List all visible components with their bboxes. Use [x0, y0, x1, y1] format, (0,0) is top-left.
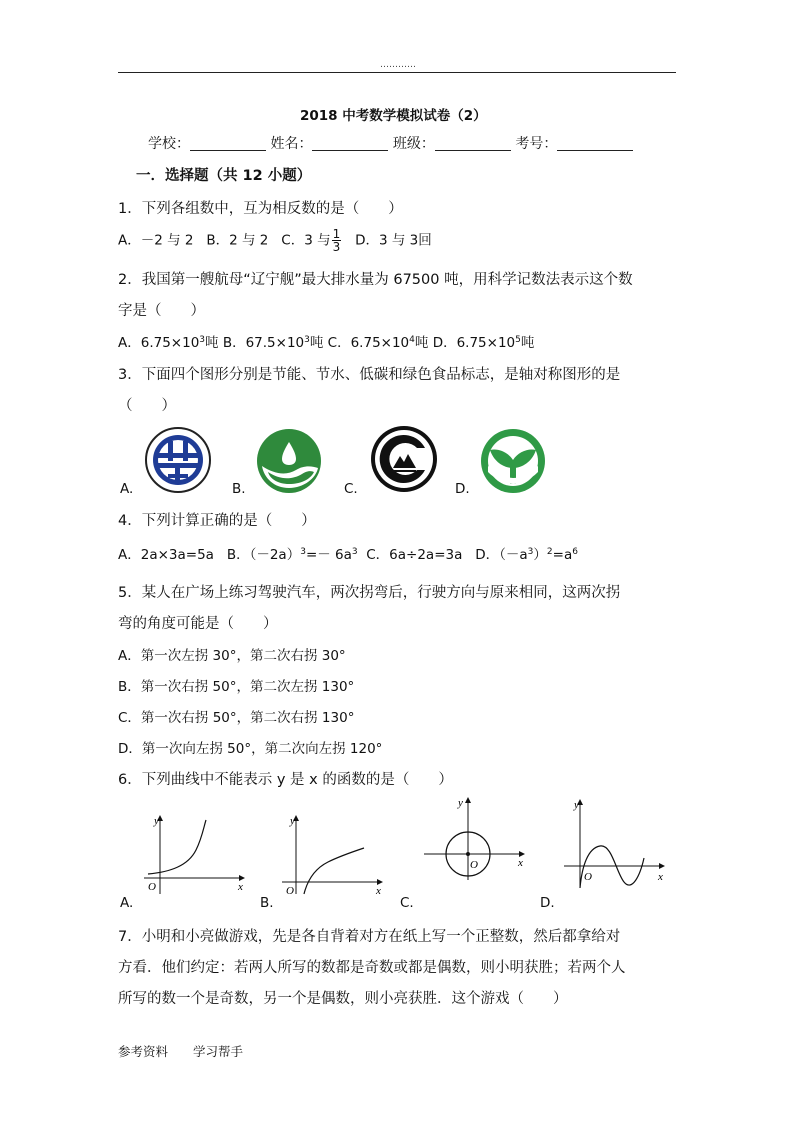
q4-option-b: B．$(-2a)^3=- 6a^3$ [226, 547, 358, 563]
name-blank [312, 136, 388, 151]
q6-graph-a [140, 812, 250, 897]
q6-graph-b [278, 812, 388, 897]
q1-option-a: A．－2 与 2 [118, 232, 194, 249]
q7-line2: 方看．他们约定：若两人所写的数都是奇数或都是偶数，则小明获胜；若两个人 [118, 960, 626, 976]
q6-graph-c [420, 794, 530, 884]
q5-stem-line1: 5．某人在广场上练习驾驶汽车，两次拐弯后，行驶方向与原来相同，这两次拐 [118, 585, 621, 601]
q4-option-a: A．2a×3a=5a [118, 547, 214, 563]
low-carbon-logo-icon [369, 424, 439, 494]
q6a-x-label: x [238, 881, 243, 893]
q7-line3: 所写的数一个是奇数，另一个是偶数，则小亮获胜．这个游戏（ ） [118, 991, 568, 1007]
q2-option-b: B．$67.5\times 10^3$吨 [222, 335, 324, 351]
q3-stem-line2: （ ） [118, 398, 176, 414]
class-blank [435, 136, 511, 151]
q6-stem: 6．下列曲线中不能表示 y 是 x 的函数的是（ ） [118, 772, 453, 788]
exam-no-label: 考号： [515, 136, 558, 152]
q2-options [118, 331, 534, 351]
q5-option-a: A．第一次左拐 30°，第二次右拐 30° [118, 648, 346, 664]
q5-option-b: B．第一次右拐 50°，第二次左拐 130° [118, 679, 355, 695]
name-label: 姓名： [270, 136, 313, 152]
q6b-x-label: x [376, 885, 381, 897]
q6-label-c: C. [400, 895, 414, 911]
q1-option-b: B．2 与 2 [206, 232, 269, 249]
q6d-origin: O [584, 871, 592, 883]
school-blank [190, 136, 266, 151]
q5-stem-line2: 弯的角度可能是（ ） [118, 616, 278, 632]
q6d-x-label: x [658, 871, 663, 883]
q4-stem: 4．下列计算正确的是（ ） [118, 513, 316, 529]
q1-option-c: C．3 与 [281, 232, 331, 249]
q6-graph-d [560, 796, 670, 891]
class-label: 班级： [392, 136, 435, 152]
q2-option-a: A．$6.75\times 10^3$吨 [118, 335, 219, 351]
q1-options [118, 228, 432, 253]
q3-label-a: A. [120, 481, 134, 497]
green-food-logo-icon [480, 428, 546, 494]
q3-label-b: B. [232, 481, 246, 497]
q3-label-d: D. [455, 481, 470, 497]
q4-options [118, 543, 578, 563]
q6b-y-label: y [290, 815, 295, 827]
q6b-origin: O [286, 885, 294, 897]
q5-option-d: D．第一次向左拐 50°，第二次向左拐 120° [118, 741, 383, 757]
header-dots: ………… [380, 60, 416, 70]
q6-label-a: A. [120, 895, 134, 911]
page-footer: 参考资料 学习帮手 [118, 1044, 244, 1059]
q1-option-d: D．3 与 3回 [355, 232, 432, 249]
water-saving-logo-icon [256, 428, 322, 494]
q6-label-d: D. [540, 895, 555, 911]
q5-option-c: C．第一次右拐 50°，第二次右拐 130° [118, 710, 355, 726]
q6-label-b: B. [260, 895, 274, 911]
q2-option-d: D．$6.75\times 10^5$吨 [432, 335, 535, 351]
q6a-y-label: y [154, 815, 159, 827]
q4-option-c: C．6a÷2a=3a [366, 547, 463, 563]
q3-stem-line1: 3．下面四个图形分别是节能、节水、低碳和绿色食品标志，是轴对称图形的是 [118, 367, 621, 383]
q2-stem-line2: 字是（ ） [118, 303, 205, 319]
header-rule [118, 72, 676, 73]
info-line [148, 133, 633, 153]
q6c-x-label: x [518, 857, 523, 869]
q6a-origin: O [148, 881, 156, 893]
q4-option-d: D．$(-a^3)^2=a^6$ [475, 547, 578, 563]
page-title: 2018 中考数学模拟试卷（2） [300, 108, 487, 124]
q7-line1: 7．小明和小亮做游戏，先是各自背着对方在纸上写一个正整数，然后都拿给对 [118, 929, 621, 945]
q1-stem: 1．下列各组数中，互为相反数的是（ ） [118, 201, 403, 217]
energy-saving-logo-icon [144, 426, 212, 494]
exam-no-blank [557, 136, 633, 151]
q2-option-c: C．$6.75\times 10^4$吨 [327, 335, 429, 351]
q6c-origin: O [470, 859, 478, 871]
q1-fraction: $\frac{1}{3}$ [332, 227, 341, 254]
q3-label-c: C. [344, 481, 358, 497]
section-heading: 一．选择题（共 12 小题） [136, 168, 312, 184]
q2-stem-line1: 2．我国第一艘航母“辽宁舰”最大排水量为 67500 吨，用科学记数法表示这个数 [118, 272, 633, 288]
q6d-y-label: y [574, 799, 579, 811]
school-label: 学校： [148, 136, 190, 152]
q6c-y-label: y [458, 797, 463, 809]
